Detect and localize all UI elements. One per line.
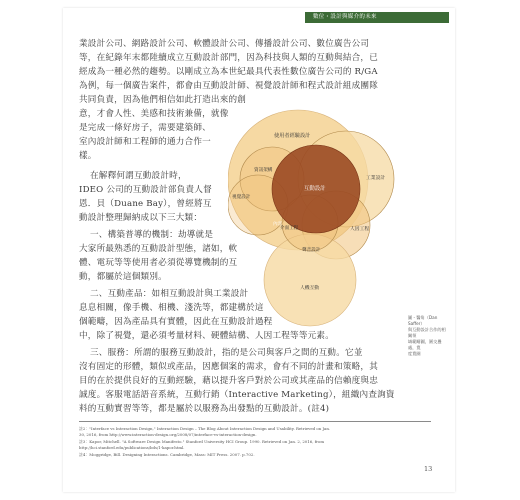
diagram-label-top: 使用者經驗設計 <box>274 133 311 139</box>
diagram-label-human-computer: 人機互動 <box>300 286 320 291</box>
running-head: 數位・設計與媒介的未來 <box>305 12 449 23</box>
body-line: 為例，每一個廣告案件，都會由互動設計師、視覺設計師和程式設計組成團隊 <box>79 81 378 91</box>
body-line: 樣。 <box>79 151 97 161</box>
body-line: 共同負責，因為他們相信如此打造出來的創 <box>79 95 247 105</box>
body-line: 大家所最熟悉的互動設計型態，諸如，軟 <box>79 244 238 254</box>
footnote-line: http://hci.stanford.edu/publications/bds/1-kapor.html. <box>79 445 185 450</box>
body-line: 經成為一種必然的趨勢。以剛成立為本世紀最具代表性數位廣告公司的 R/GA <box>79 67 378 77</box>
body-line: 室內設計師和工程師的通力合作一 <box>79 137 211 147</box>
body-line: 業設計公司、網路設計公司、軟體設計公司、傳播設計公司、數位廣告公司 <box>79 39 370 49</box>
diagram-label-info: 資訊架構 <box>254 168 273 173</box>
body-line: 三、服務：所謂的服務互動設計，指的是公司與客戶之間的互動。它並 <box>90 348 363 358</box>
page-number: 13 <box>424 465 433 473</box>
interaction-design-venn-diagram <box>228 105 408 330</box>
diagram-label-industrial: 工業設計 <box>366 176 386 181</box>
body-line: 動，都屬於這個類別。 <box>79 272 167 282</box>
body-line: 在解釋何謂互動設計時， <box>90 171 187 181</box>
body-line: 體、電玩等等使用者必須從導覽機制的互 <box>79 258 238 268</box>
body-line: 中，除了視覺，還必須考量材料、硬體結構、人因工程等等元素。 <box>79 331 335 341</box>
footnote-line: 註4：Moggridge, Bill. Designing Interactions. Cambridge, Mass: MIT Press. 2007. p.702. <box>79 452 255 457</box>
diagram-label-content: 內容 <box>273 222 283 227</box>
body-line: 沒有固定的形體，類似或產品，因應個案的需求，會有不同的計畫和策略，其 <box>79 362 378 372</box>
body-line: 目的在於提供良好的互動經驗，藉以提升客戶對於公司或其產品的信賴度與忠 <box>79 376 378 386</box>
diagram-label-interface: 介面工程 <box>280 226 299 231</box>
footnote-line: 註3：Kapor, Mitchell. "A Software Design Manifesto." Stanford University HCI Group. 1990. Retrieved on Jan. 2, 2016, from <box>79 439 325 444</box>
body-line: 二、互動產品：如相互動設計與工業設計 <box>90 289 249 299</box>
body-line: 料的互動實習等等，都是屬於以服務為出發點的互動設計。(註4) <box>79 404 330 414</box>
body-line: 一、構築普導的機制：劫導就是 <box>90 230 214 240</box>
diagram-label-sound: 聲音設計 <box>302 248 321 253</box>
body-line: 恩．貝（Duane Bay），曾經將互 <box>79 199 212 209</box>
footnote-rule <box>79 421 431 422</box>
diagram-label-center: 互動設計 <box>304 186 326 192</box>
figure-caption: 圖 - 醫角（Dan Saffer） 與互動設計合作的相關領 域範疇圖，圓交疊處，寬 度寬圈 <box>408 315 446 356</box>
body-line: 是完成一條好房子，需要建築師、 <box>79 123 211 133</box>
body-line: 息息相關，像手機、相機、淺洗等，都建構於這 <box>79 303 264 313</box>
body-line: 動設計整理歸納成以下三大類： <box>79 213 203 223</box>
diagram-label-human-factors: 人因工程 <box>350 227 370 232</box>
body-line: IDEO 公司的互動設計部負責人督 <box>79 185 212 195</box>
body-line: 等，在紀錄年末都陸續成立互動設計部門，因為科技與人類的互動與結合，已 <box>79 53 378 63</box>
footnote-line: 註2："Interface vs Interaction Design," Interaction Design – The Blog About Interaction Design and Usability. Retrieved on Jan. <box>79 426 331 431</box>
diagram-label-visual: 視覺設計 <box>232 195 251 200</box>
footnote-line: 30, 2016, from http://www.interaction-design.org/2008/07/interface-vs-interaction-design. <box>79 432 257 437</box>
body-line: 個範疇，因為產品具有實體，因此在互動設計過程 <box>79 317 273 327</box>
body-line: 意，才會人性、美感和技術兼備，就像 <box>79 109 229 119</box>
body-line: 誠度。客服電話語音系統，互動行銷（Interactive Marketing），組織內查詢資 <box>79 390 395 400</box>
